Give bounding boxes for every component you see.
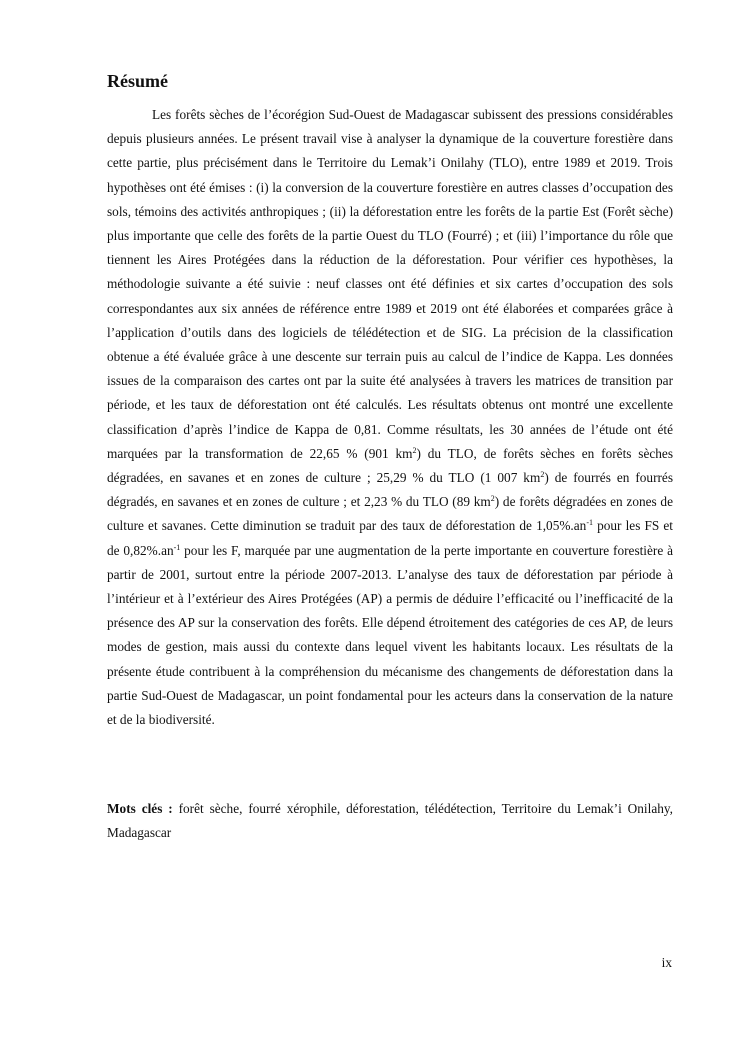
superscript-per-year-1: -1: [586, 518, 593, 528]
abstract-text-part-4: ) de forêts dégradées en zones de culture et savanes. Cette diminution se traduit par des taux de déforestation de 1,05%.an: [107, 494, 673, 534]
page-number: ix: [661, 955, 672, 970]
page-title: Résumé: [107, 71, 168, 91]
superscript-per-year-2: -1: [173, 542, 181, 552]
abstract-paragraph: [107, 103, 673, 732]
abstract-text-part-6: pour les F, marquée par une augmentation de la perte importante en couverture forestière à partir de 2001, surtout entre la période 2007-2013. L’analyse des taux de déforestation par période à l’intérieur et à l’extérieur des Aires Protégées (AP) a permis de déduire l’efficacité ou l’inefficacité de la présence des AP sur la conservation des forêts. Elle dépend étroitement des catégories de ces AP, de leurs modes de gestion, mais aussi du contexte dans lequel vivent les habitants locaux. Les résultats de la présente étude contribuent à la compréhension du mécanisme des changements de déforestation dans la partie Sud-Ouest de Madagascar, un point fondamental pour les acteurs dans la conservation de la nature et de la biodiversité.: [107, 542, 673, 728]
superscript-km2-2: 2: [540, 470, 545, 480]
keywords-label: Mots clés :: [107, 801, 173, 816]
abstract-text-part-3: ) de fourrés en fourrés dégradés, en savanes et en zones de culture ; et 2,23 % du TLO (89 km: [107, 470, 674, 510]
keywords-text: forêt sèche, fourré xérophile, déforestation, télédétection, Territoire du Lemak’i Onilahy, Madagascar: [107, 801, 673, 841]
abstract-text-part-1: Les forêts sèches de l’écorégion Sud-Ouest de Madagascar subissent des pressions considérables depuis plusieurs années. Le présent travail vise à analyser la dynamique de la couverture forestière dans cette partie, plus précisément dans le Territoire du Lemak’i Onilahy (TLO), entre 1989 et 2019. Trois hypothèses ont été émises : (i) la conversion de la couverture forestière en autres classes d’occupation des sols, témoins des activités anthropiques ; (ii) la déforestation entre les forêts de la partie Est (Forêt sèche) plus importante que celle des forêts de la partie Ouest du TLO (Fourré) ; et (iii) l’importance du rôle que tiennent les Aires Protégées dans la réduction de la déforestation. Pour vérifier ces hypothèses, la méthodologie suivante a été suivie : neuf classes ont été définies et six cartes d’occupation des sols correspondantes aux six années de référence entre 1989 et 2019 ont été élaborées et comparées grâce à l’application d’outils dans des logiciels de télédétection et de SIG. La précision de la classification obtenue a été évaluée grâce à une descente sur terrain puis au calcul de l’indice de Kappa. Les données issues de la comparaison des cartes ont par la suite été analysées à travers les matrices de transition par période, et les taux de déforestation ont été calculés. Les résultats obtenus ont montré une excellente classification d’après l’indice de Kappa de 0,81. Comme résultats, les 30 années de l’étude ont été marquées par la transformation de 22,65 % (901 km: [107, 107, 673, 461]
superscript-km2-1: 2: [412, 445, 417, 455]
abstract-text-part-2: ) du TLO, de forêts sèches en forêts sèches dégradées, en savanes et en zones de culture ; 25,29 % du TLO (1 007 km: [107, 445, 673, 486]
keywords-paragraph: [107, 797, 673, 845]
abstract-text-part-5: pour les FS et de 0,82%.an: [107, 518, 673, 558]
superscript-km2-3: 2: [490, 494, 495, 504]
